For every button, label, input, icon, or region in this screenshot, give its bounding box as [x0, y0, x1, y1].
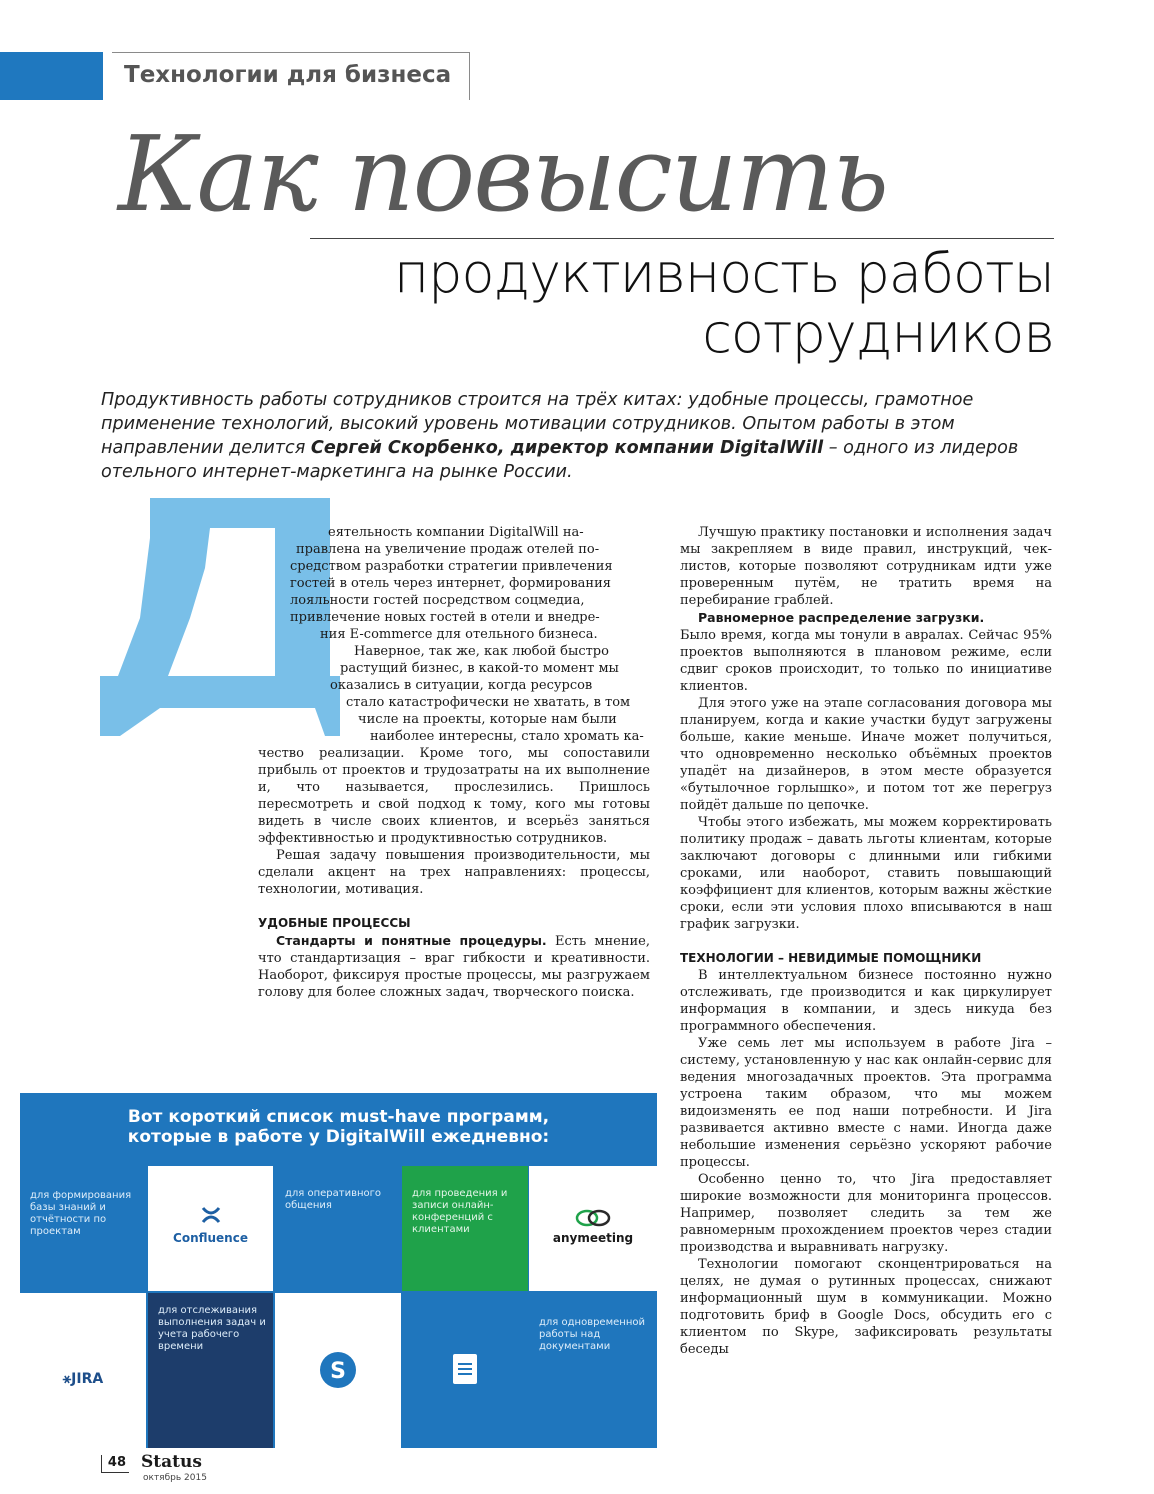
- page-number: 48: [101, 1455, 129, 1473]
- confluence-label: Confluence: [173, 1231, 248, 1245]
- col2-paragraph: В интеллектуальном бизнесе постоянно нужно отслеживать, где производится и как циркулирует информация в компании, и здесь никуда без программного обеспечения.: [680, 968, 1052, 1034]
- col1-line: средством разработки стратегии привлечения: [290, 559, 613, 574]
- col2-paragraph: Лучшую практику постановки и исполнения задач мы закрепляем в виде правил, инструкций, чек-листов, которые позволяют сотрудникам идти уже проверенным путём, не тратить время на перебирание граблей.: [680, 525, 1052, 608]
- col1-line: растущий бизнес, в какой-то момент мы: [340, 661, 619, 676]
- cell-chat: [275, 1166, 401, 1291]
- col2-paragraph: Уже семь лет мы используем в работе Jira – систему, установленную у нас как онлайн-сервис для ведения многозадачных проектов. Эта программа устроена таким образом, что мы можем видоизменять ее под наши потребности. И Jira развивается активно вместе с нами. Иногда даже небольшие изменения серьёзно ускоряют рабочие процессы.: [680, 1036, 1052, 1170]
- cell-google-docs: [402, 1293, 528, 1448]
- jira-label: JIRA: [71, 1371, 104, 1387]
- cell-knowledge-base: [20, 1166, 146, 1291]
- lead-author: Сергей Скорбенко, директор компании DigitalWill: [310, 438, 824, 458]
- col1-line: Наверное, так же, как любой быстро: [354, 644, 609, 659]
- cell-jira: [20, 1293, 146, 1448]
- cell-confluence: [148, 1166, 273, 1291]
- column-1-body: [258, 745, 650, 1001]
- col1-line: привлечение новых гостей в отели и внедре-: [290, 610, 600, 625]
- rubric-color-tab: [0, 52, 103, 100]
- document-icon: [452, 1353, 478, 1385]
- col2-paragraph: Для этого уже на этапе согласования договора мы планируем, когда и какие участки будут загружены больше, какие меньше. Иначе может получиться, что одновременно несколько объёмных проектов упадёт на дизайнеров, в этом месте образуется «бутылочное горлышко», и потом тот же перегруз пойдёт дальше по цепочке.: [680, 696, 1052, 813]
- page-title: [294, 244, 1054, 364]
- cell-collab-docs: [529, 1293, 657, 1448]
- col1-line: лояльности гостей посредством соцмедиа,: [290, 593, 585, 608]
- lead-text: Продуктивность работы сотрудников строится на трёх китах: удобные процессы, грамотное применение технологий, высокий уровень мотивации сотрудников. Опытом работы в этом направлении делится: [101, 390, 974, 458]
- jira-logo: [20, 1373, 146, 1385]
- cell-text: для одновременной работы над документами: [539, 1317, 645, 1352]
- col1-line: ния E-commerce для отельного бизнеса.: [320, 627, 598, 642]
- col2-paragraph: Чтобы этого избежать, мы можем корректировать политику продаж – давать льготы клиентам, которые заключают договоры с длинными или гибкими сроками, или наоборот, ставить повышающий коэффициент для клиентов, которым важны жёсткие сроки, если эти условия плохо вписываются в наш график загрузки.: [680, 815, 1052, 932]
- col2-paragraph: Было время, когда мы тонули в авралах. Сейчас 95% проектов выполняются в плановом режиме, если сдвиг сроков происходит, то только по инициативе клиентов.: [680, 628, 1052, 694]
- col2-paragraph: Технологии помогают сконцентрироваться на целях, не думая о рутинных процессах, снижают информационный шум в коммуникации. Можно подготовить бриф в Google Docs, обсудить его с клиентом по Skype, зафиксировать результаты беседы: [680, 1257, 1052, 1357]
- col1-line: числе на проекты, которые нам были: [358, 712, 617, 727]
- software-infographic: [20, 1093, 657, 1448]
- cell-meetings: [402, 1166, 528, 1291]
- col2-paragraph: Особенно ценно то, что Jira предоставляет широкие возможности для мониторинга процессов. Например, позволяет следить за тем же равномерным прохождением проектов через стадии производства и выравнивать нагрузку.: [680, 1172, 1052, 1255]
- skype-icon: [319, 1351, 357, 1389]
- svg-text:S: S: [330, 1359, 346, 1384]
- title-line-1: продуктивность работы: [393, 242, 1054, 305]
- col1-line: гостей в отель через интернет, формирования: [290, 576, 611, 591]
- paragraph-text: Есть мнение, что стандартизация – враг гибкости и креативности. Наоборот, фиксируя простые процессы, мы разгружаем голову для более сложных задач, творческого поиска.: [258, 934, 650, 1000]
- title-script: Как повысить: [118, 113, 887, 235]
- col1-line: наиболее интересны, стало хромать ка-: [370, 729, 644, 744]
- magazine-logo: Status: [141, 1452, 202, 1472]
- col2-paragraph: [680, 609, 1052, 627]
- cell-text: для отслеживания выполнения задач и учета рабочего времени: [158, 1305, 266, 1352]
- paragraph-lead-in: Стандарты и понятные процедуры.: [276, 933, 547, 948]
- col1-paragraph: чество реализации. Кроме того, мы сопоставили прибыль от проектов и трудозатраты на их выполнение и, что называется, прослезились. Пришлось пересмотреть и свой подход к тому, кого мы готовы видеть в числе своих клиентов, и всерьёз заняться эффективностью и продуктивностью сотрудников.: [258, 746, 650, 846]
- col1-line: стало катастрофически не хватать, в том: [346, 695, 631, 710]
- lead-text-end: – одного из лидеров отельного интернет-маркетинга на рынке России.: [101, 438, 1019, 482]
- cell-skype: [275, 1293, 401, 1448]
- col1-line: правлена на увеличение продаж отелей по-: [296, 542, 600, 557]
- anymeeting-icon: [573, 1208, 613, 1228]
- paragraph-lead-in: Равномерное распределение загрузки.: [698, 610, 985, 625]
- col1-paragraph: [258, 932, 650, 1001]
- section-rubric: Технологии для бизнеса: [112, 52, 470, 100]
- title-line-2: сотрудников: [702, 302, 1054, 365]
- col1-line: еятельность компании DigitalWill на-: [328, 525, 584, 540]
- col1-line: оказались в ситуации, когда ресурсов: [330, 678, 593, 693]
- issue-date: октябрь 2015: [143, 1473, 207, 1483]
- lead-paragraph: [101, 388, 1051, 484]
- anymeeting-label: anymeeting: [552, 1231, 634, 1245]
- column-1-intro: [290, 524, 650, 745]
- cell-anymeeting: [529, 1166, 657, 1291]
- column-2: [680, 524, 1052, 1358]
- infographic-title: [20, 1107, 657, 1147]
- title-divider: [310, 238, 1054, 239]
- jira-icon: ⚹: [62, 1371, 72, 1387]
- section-heading: УДОБНЫЕ ПРОЦЕССЫ: [258, 916, 411, 930]
- col1-paragraph: Решая задачу повышения производительности, мы сделали акцент на трех направлениях: процессы, технологии, мотивация.: [258, 848, 650, 897]
- cell-text: для формирования базы знаний и отчётности по проектам: [30, 1190, 132, 1237]
- confluence-icon: [200, 1204, 222, 1226]
- cell-text: для проведения и записи онлайн-конференций с клиентами: [412, 1188, 508, 1235]
- section-heading: ТЕХНОЛОГИИ – НЕВИДИМЫЕ ПОМОЩНИКИ: [680, 951, 982, 965]
- infographic-title-line: которые в работе у DigitalWill ежедневно:: [127, 1127, 550, 1147]
- cell-tracking: [148, 1293, 273, 1448]
- infographic-title-line: Вот короткий список must-have программ,: [127, 1107, 550, 1127]
- cell-text: для оперативного общения: [285, 1188, 382, 1211]
